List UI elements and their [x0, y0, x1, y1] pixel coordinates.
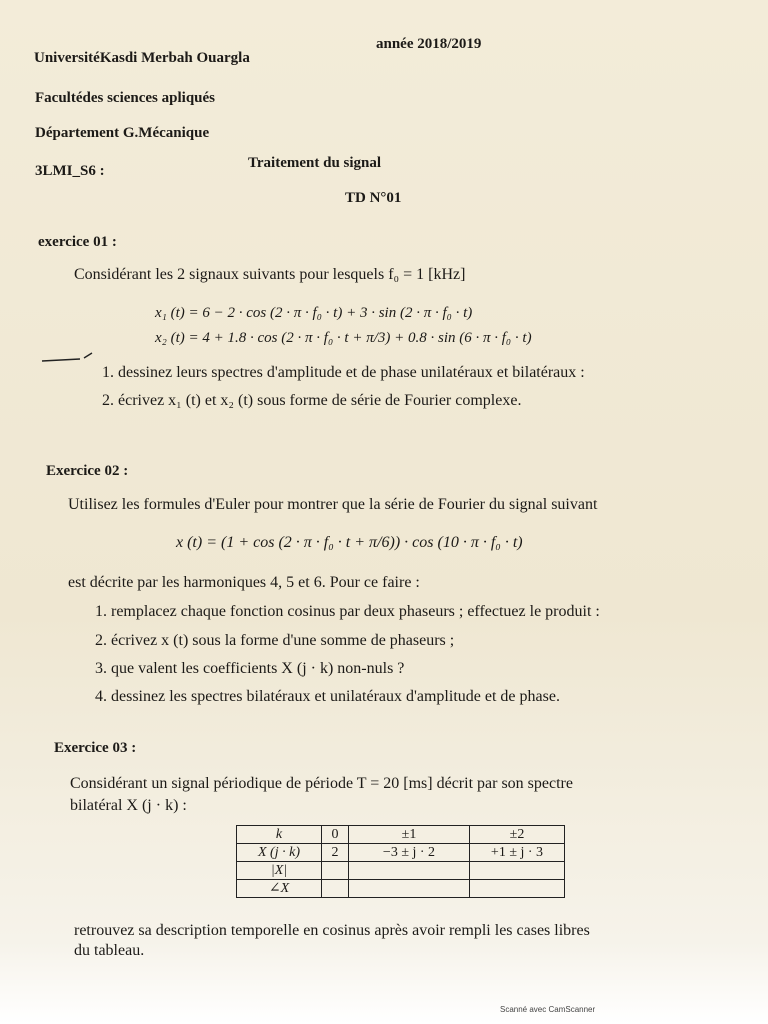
pen-mark	[40, 350, 95, 364]
td-number: TD N°01	[345, 190, 402, 206]
faculty-name: Facultédes sciences apliqués	[35, 90, 215, 106]
table-row	[237, 862, 565, 880]
exercise-2-question-2: 2. écrivez x (t) sous la forme d'une somme de phaseurs ;	[95, 632, 455, 649]
table-header-cell: ±2	[470, 826, 565, 844]
equation-x1: x₁ (t) = 6 − 2 · cos (2 · π · f₀ · t) + 3 · sin (2 · π · f₀ · t)	[155, 305, 473, 321]
exercise-2-question-4: 4. dessinez les spectres bilatéraux et unilatéraux d'amplitude et de phase.	[95, 688, 560, 705]
table-header-row	[237, 826, 565, 844]
exercise-3-intro-line-2: bilatéral X (j · k) :	[70, 797, 187, 814]
exercise-2-title: Exercice 02 :	[46, 463, 129, 479]
table-cell: −3 ± j · 2	[349, 844, 470, 862]
department-name: Département G.Mécanique	[35, 125, 210, 141]
table-header-cell: ±1	[349, 826, 470, 844]
table-row	[237, 880, 565, 898]
university-name: UniversitéKasdi Merbah Ouargla	[34, 50, 250, 66]
spectrum-table	[236, 825, 565, 898]
exercise-1-intro: Considérant les 2 signaux suivants pour lesquels f₀ = 1 [kHz]	[74, 266, 466, 283]
exercise-1-question-2: 2. écrivez x₁ (t) et x₂ (t) sous forme de série de Fourier complexe.	[102, 392, 522, 409]
exercise-2-question-3: 3. que valent les coefficients X (j · k) non-nuls ?	[95, 660, 405, 677]
academic-year: année 2018/2019	[376, 36, 482, 52]
table-cell: +1 ± j · 3	[470, 844, 565, 862]
exercise-3-intro-line-1: Considérant un signal périodique de période T = 20 [ms] décrit par son spectre	[70, 775, 573, 792]
scanner-watermark: Scanné avec CamScanner	[500, 1005, 596, 1014]
course-title: Traitement du signal	[248, 155, 382, 171]
exercise-1-question-1: 1. dessinez leurs spectres d'amplitude et de phase unilatéraux et bilatéraux :	[102, 364, 585, 381]
table-cell: X (j · k)	[237, 844, 322, 862]
table-cell	[470, 880, 565, 898]
table-header-cell: k	[237, 826, 322, 844]
exercise-3-title: Exercice 03 :	[54, 740, 137, 756]
table-header-cell: 0	[322, 826, 349, 844]
table-cell	[322, 880, 349, 898]
equation-x2: x₂ (t) = 4 + 1.8 · cos (2 · π · f₀ · t + π/3) + 0.8 · sin (6 · π · f₀ · t)	[155, 330, 532, 346]
table-cell	[322, 862, 349, 880]
exercise-2-intro: Utilisez les formules d'Euler pour montrer que la série de Fourier du signal suivant	[68, 496, 598, 513]
table-cell	[349, 880, 470, 898]
exercise-1-title: exercice 01 :	[38, 234, 117, 250]
table-cell: |X|	[237, 862, 322, 880]
table-cell	[349, 862, 470, 880]
class-code: 3LMI_S6 :	[35, 163, 105, 179]
exercise-3-outro-line-2: du tableau.	[74, 942, 145, 959]
exercise-3-outro-line-1: retrouvez sa description temporelle en cosinus après avoir rempli les cases libres	[74, 922, 590, 939]
equation-x: x (t) = (1 + cos (2 · π · f₀ · t + π/6)) · cos (10 · π · f₀ · t)	[176, 534, 523, 551]
table-cell: 2	[322, 844, 349, 862]
table-row	[237, 844, 565, 862]
table-cell: ∠X	[237, 880, 322, 898]
exercise-2-question-1: 1. remplacez chaque fonction cosinus par deux phaseurs ; effectuez le produit :	[95, 603, 600, 620]
exercise-2-description: est décrite par les harmoniques 4, 5 et 6. Pour ce faire :	[68, 574, 420, 591]
table-cell	[470, 862, 565, 880]
